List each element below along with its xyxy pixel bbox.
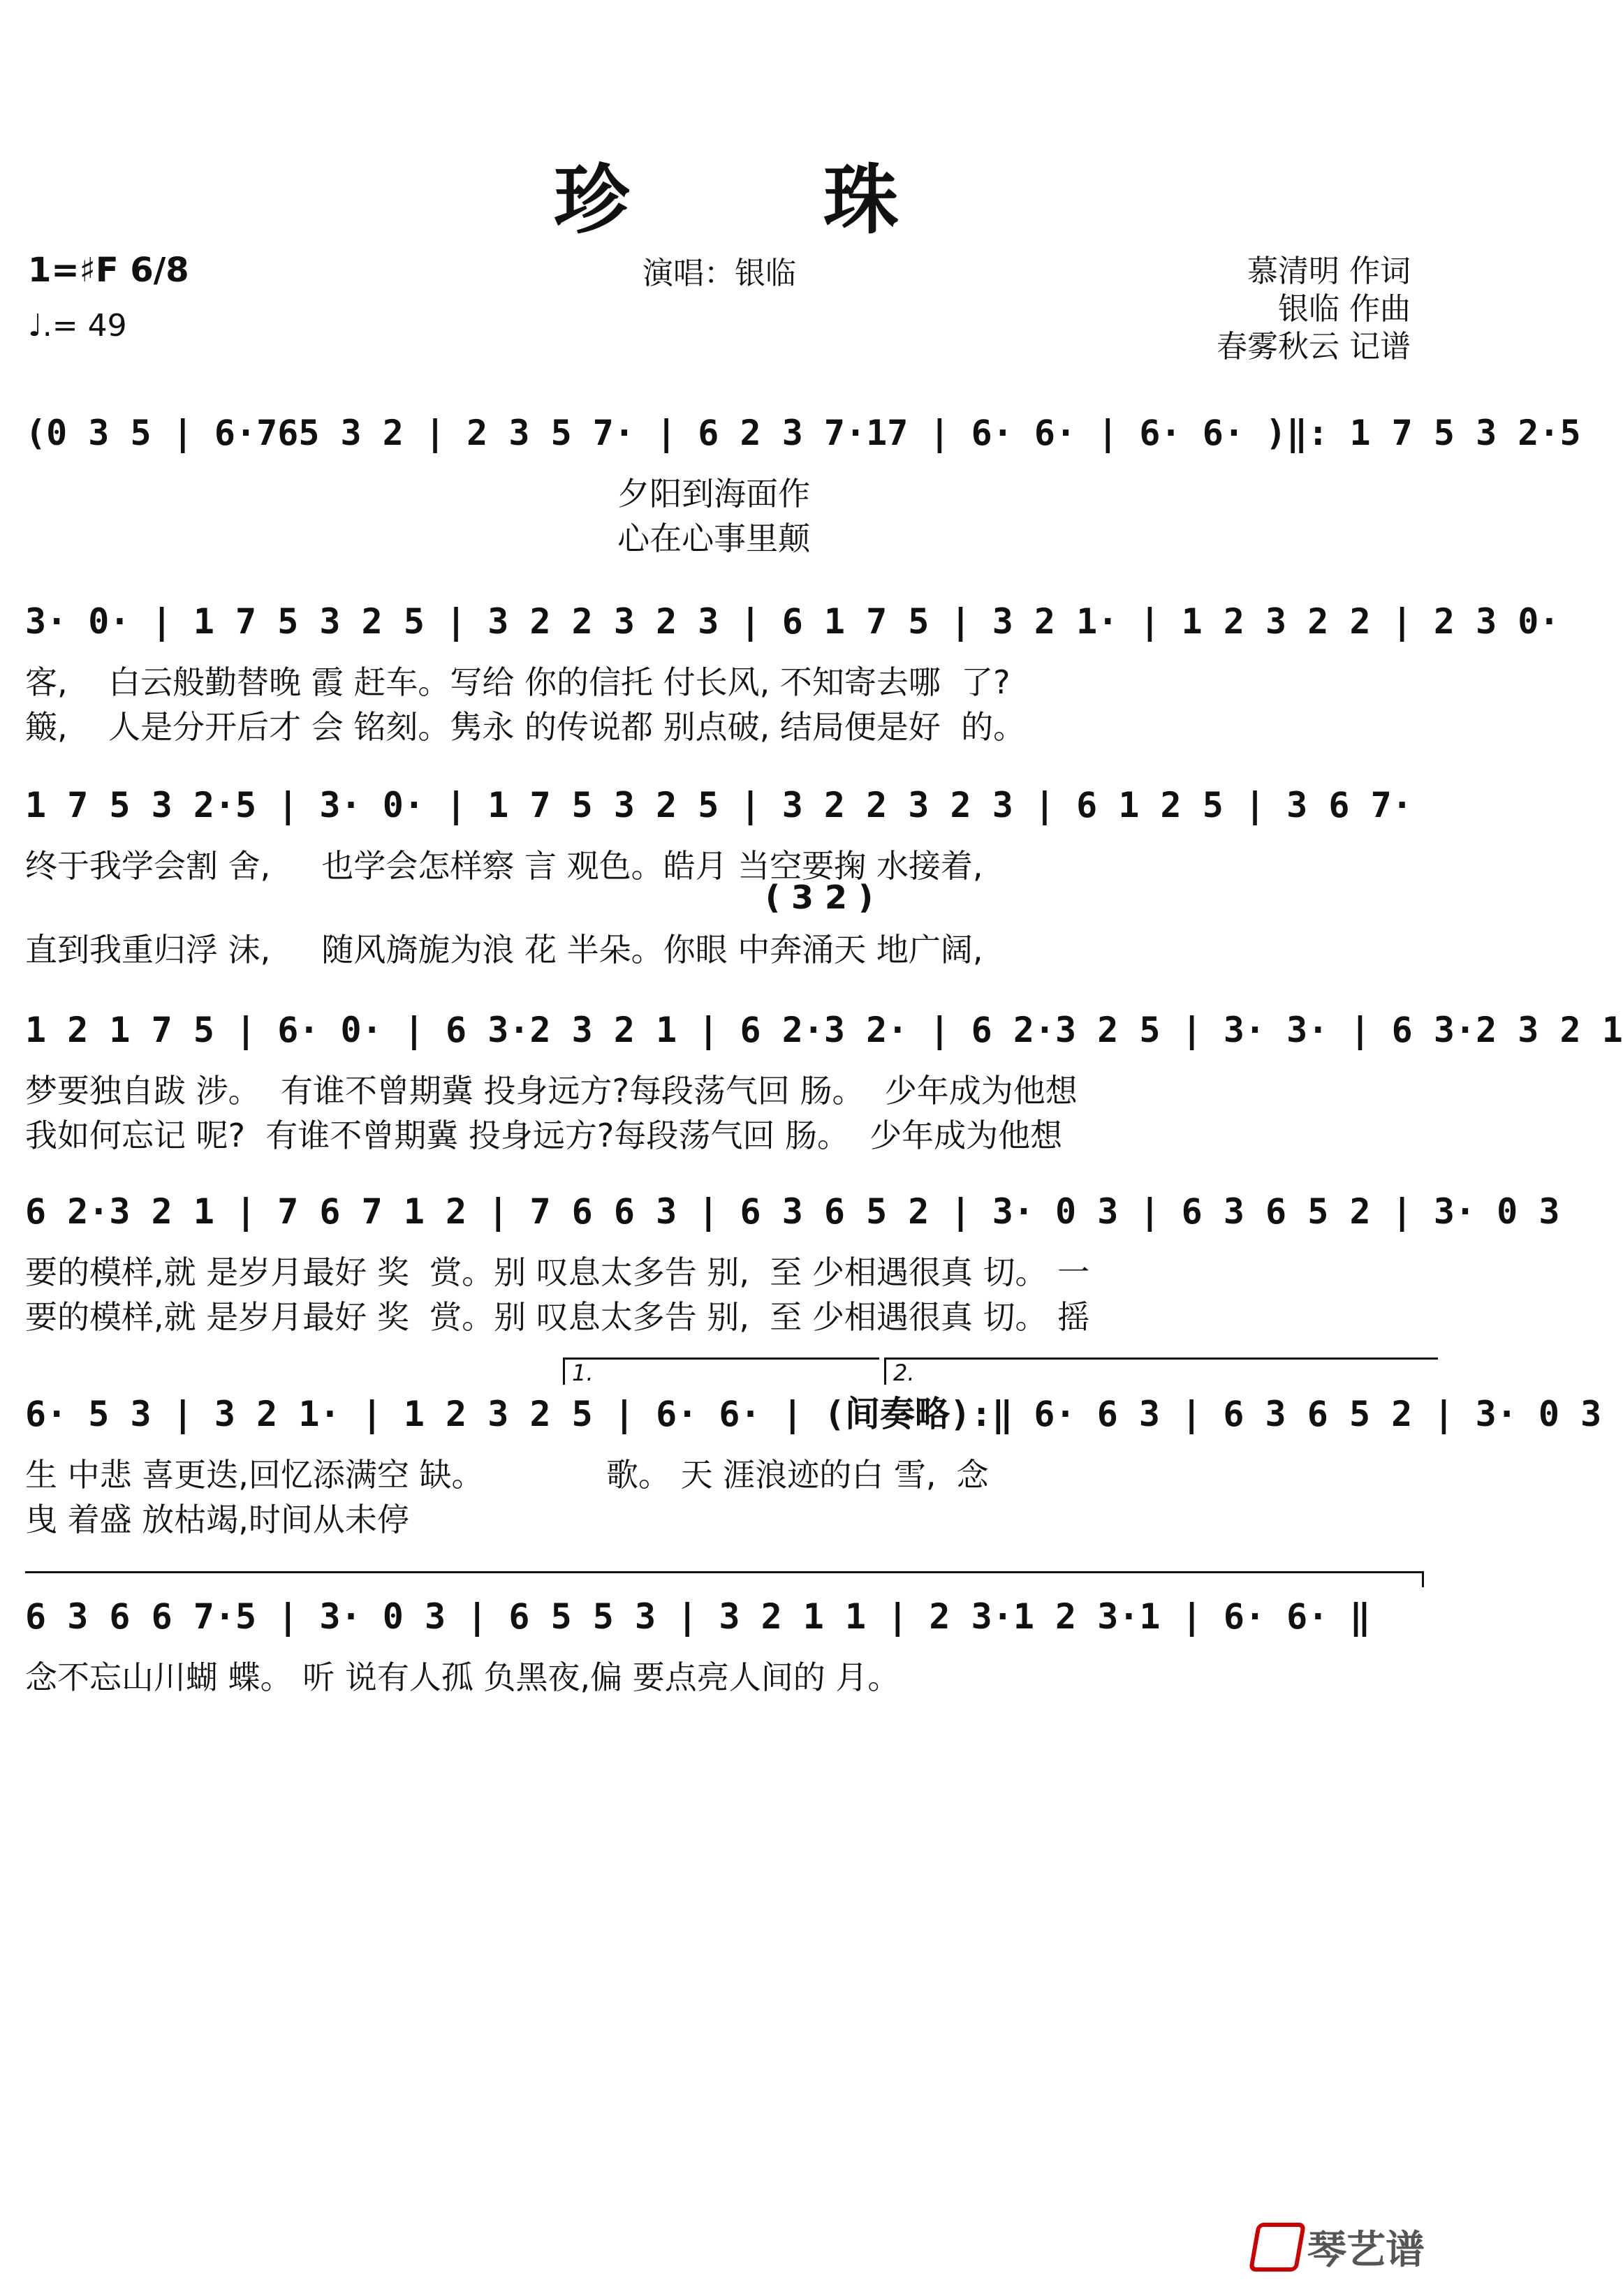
notation-line: 1 7 5 3 2·5 | 3· 0· | 1 7 5 3 2 5 | 3 2 2 3 2 3 | 6 1 2 5 | 3 6 7·: [25, 785, 1413, 825]
tempo-marking: ♩.= 49: [28, 308, 127, 344]
lyricist-credit: 慕清明 作词: [1247, 253, 1411, 289]
logo-text: 琴艺谱: [1307, 2228, 1425, 2273]
lyrics-verse-2: 心在心事里颠: [25, 520, 811, 557]
score-system-1: [25, 402, 1581, 569]
alternate-notes: ( 3 2 ): [765, 878, 874, 916]
singer-credit: 演唱：银临: [642, 256, 796, 291]
score-system-2: [25, 590, 1560, 758]
credits: [1217, 253, 1411, 366]
key-signature: 1=♯F 6/8: [28, 251, 189, 290]
lyrics-verse-2: 曳 着盛 放枯竭,时间从未停: [25, 1501, 409, 1538]
notation-line: 6· 5 3 | 3 2 1· | 1 2 3 2 5 | 6· 6· | (间奏略):‖ 6· 6 3 | 6 3 6 5 2 | 3· 0 3: [25, 1394, 1602, 1434]
site-logo: [1253, 2219, 1425, 2275]
notation-line: 1 2 1 7 5 | 6· 0· | 6 3·2 3 2 1 | 6 2·3 2· | 6 2·3 2 5 | 3· 3· | 6 3·2 3 2 1: [25, 1010, 1623, 1050]
score-system-6: [25, 1360, 1602, 1550]
second-ending-bracket: 2.: [884, 1357, 1438, 1385]
lyrics-verse-1: 梦要独自跋 涉。 有谁不曾期冀 投身远方?每段荡气回 肠。 少年成为他想: [25, 1072, 1078, 1110]
lyrics-verse-1: 客, 白云般勤替晚 霞 赶车。写给 你的信托 付长风, 不知寄去哪 了?: [25, 663, 1011, 701]
lyrics-verse-1: 生 中悲 喜更迭,回忆添满空 缺。 歌。 天 涯浪迹的白 雪, 念: [25, 1456, 989, 1494]
lyrics-verse-2: 要的模样,就 是岁月最好 奖 赏。别 叹息太多告 别, 至 少相遇很真 切。 摇: [25, 1298, 1090, 1336]
lyrics-verse-2: 我如何忘记 呢? 有谁不曾期冀 投身远方?每段荡气回 肠。 少年成为他想: [25, 1117, 1063, 1154]
score-system-3: [25, 774, 1429, 969]
song-title: 珍 珠: [554, 156, 983, 244]
notation-line: 6 2·3 2 1 | 7 6 7 1 2 | 7 6 6 3 | 6 3 6 5 2 | 3· 0 3 | 6 3 6 5 2 | 3· 0 3: [25, 1191, 1560, 1232]
score-system-4: [25, 999, 1623, 1166]
lyrics-verse-2: 直到我重归浮 沫, 随风旖旎为浪 花 半朵。你眼 中奔涌天 地广阔,: [25, 931, 983, 969]
first-ending-bracket: 1.: [563, 1357, 879, 1385]
lyrics-verse-1: 要的模样,就 是岁月最好 奖 赏。别 叹息太多告 别, 至 少相遇很真 切。 一: [25, 1253, 1090, 1291]
composer-credit: 银临 作曲: [1278, 291, 1411, 327]
score-system-5: [25, 1180, 1560, 1348]
lyrics-verse-1: 终于我学会割 舍, 也学会怎样察 言 观色。皓月 当空要掬 水接着,: [25, 847, 983, 885]
lyrics-verse-1: 念不忘山川蝴 蝶。 听 说有人孤 负黑夜,偏 要点亮人间的 月。: [25, 1658, 900, 1696]
notation-line: (0 3 5 | 6·765 3 2 | 2 3 5 7· | 6 2 3 7·17 | 6· 6· | 6· 6· )‖: 1 7 5 3 2·5: [25, 413, 1581, 453]
notation-line: 3· 0· | 1 7 5 3 2 5 | 3 2 2 3 2 3 | 6 1 7 5 | 3 2 1· | 1 2 3 2 2 | 2 3 0·: [25, 601, 1560, 642]
score-system-7: [25, 1585, 1429, 1725]
logo-icon: [1249, 2223, 1306, 2272]
lyrics-verse-2: 簸, 人是分开后才 会 铭刻。隽永 的传说都 别点破, 结局便是好 的。: [25, 708, 1026, 746]
notation-line: 6 3 6 6 7·5 | 3· 0 3 | 6 5 5 3 | 3 2 1 1 | 2 3·1 2 3·1 | 6· 6· ‖: [25, 1596, 1371, 1637]
lyrics-verse-1: 夕阳到海面作: [25, 475, 811, 513]
transcriber-credit: 春雾秋云 记谱: [1217, 329, 1411, 365]
